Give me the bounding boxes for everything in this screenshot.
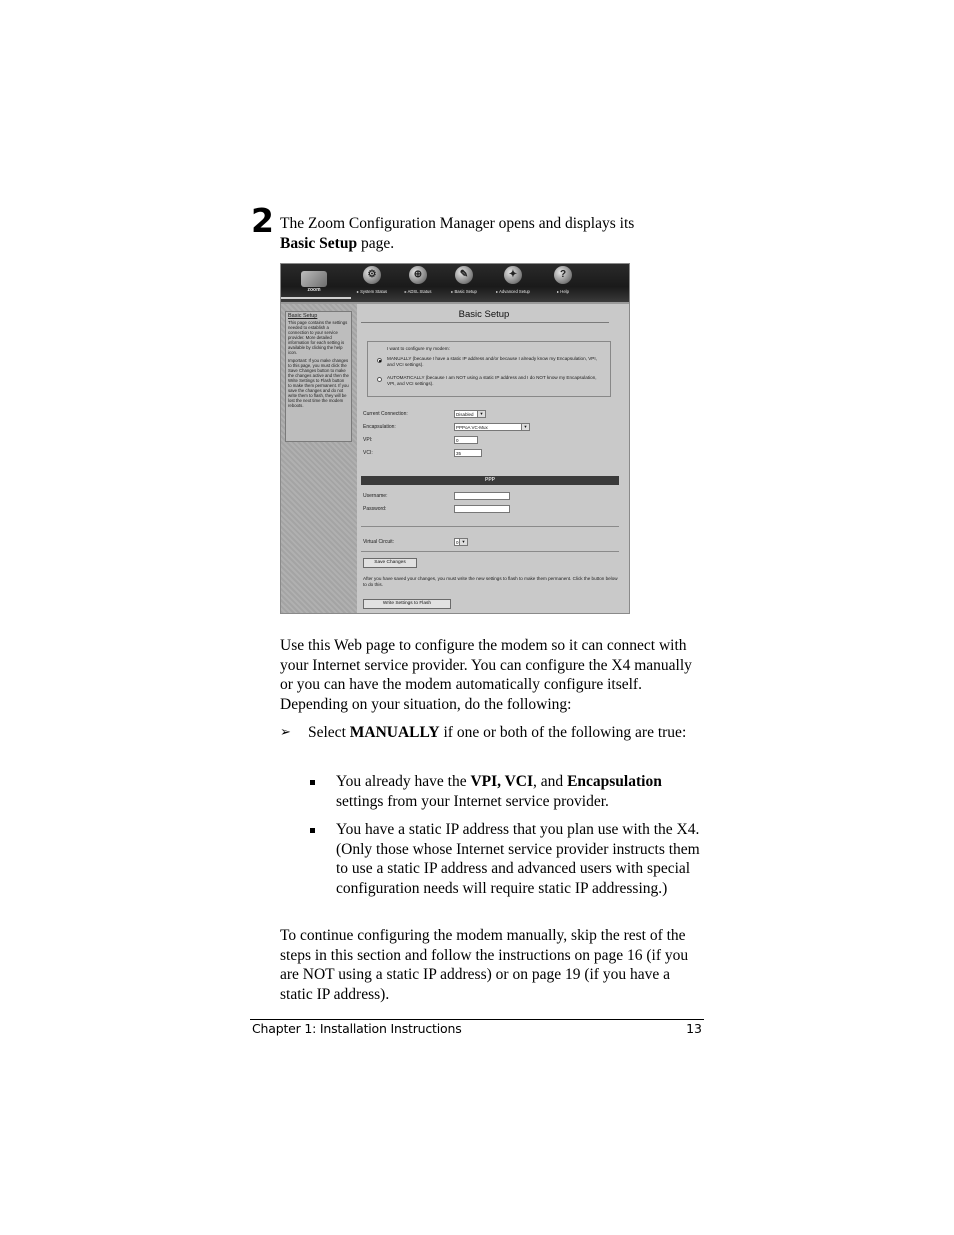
automatic-radio[interactable] <box>377 377 382 382</box>
nav-label[interactable]: ▸ Basic Setup <box>451 289 477 294</box>
current-connection-select[interactable] <box>454 410 486 418</box>
nav-adsl-status[interactable] <box>396 266 440 300</box>
paragraph-1: Use this Web page to configure the modem so it can connect with your Internet service provider. You can configure the X4 manually or you can have the modem automatically configure itself. Depending on your situation, do the following: <box>280 637 692 713</box>
encapsulation-label: Encapsulation: <box>363 424 396 430</box>
bullet1-b: VPI, VCI <box>470 773 534 790</box>
password-input[interactable] <box>454 505 510 513</box>
chevron-down-icon[interactable]: ▼ <box>521 424 529 430</box>
current-connection-label: Current Connection: <box>363 411 408 417</box>
footer-chapter: Chapter 1: Installation Instructions <box>252 1021 462 1036</box>
username-input[interactable] <box>454 492 510 500</box>
zoom-logo-mark <box>301 271 327 287</box>
closing-paragraph: To continue configuring the modem manually, skip the rest of the steps in this section and follow the instructions on page 16 (if you are NOT using a static IP address) or on page 19 (if you have a static IP address). <box>280 927 689 1003</box>
option-auto-text: AUTOMATICALLY (because I am NOT using a static IP address and I do NOT know my Encapsulation, VPI, and VCI settings). <box>387 375 597 386</box>
option-automatic[interactable] <box>387 375 605 386</box>
bullet-1-text <box>336 772 706 811</box>
step-intro <box>280 214 700 254</box>
option-manual[interactable] <box>387 356 605 367</box>
zoom-logo-text: zoom <box>307 287 321 293</box>
square-bullet-icon <box>310 828 315 833</box>
virtual-circuit-value: 0 <box>456 540 459 545</box>
encapsulation-select[interactable] <box>454 423 530 431</box>
option-manual-text: MANUALLY (because I have a static IP address and/or because I already know my Encapsulation, VPI, and VCI settings). <box>387 356 597 367</box>
config-question: I want to configure my modem: <box>387 346 450 351</box>
divider <box>361 526 619 527</box>
current-connection-value: Disabled <box>456 412 474 417</box>
help-icon[interactable]: ? <box>554 266 572 284</box>
page-number: 13 <box>686 1021 702 1036</box>
vci-label: VCI: <box>363 450 373 456</box>
config-mode-box <box>367 341 611 397</box>
body-paragraph-1 <box>280 636 705 714</box>
bullet-2-text: You have a static IP address that you plan use with the X4. (Only those whose Internet service provider instructs them to use a static IP address and advanced users with special configuration needs will require static IP addressing.) <box>336 821 700 897</box>
vci-input[interactable]: 35 <box>454 449 482 457</box>
advanced-setup-icon[interactable]: ✦ <box>504 266 522 284</box>
system-status-icon[interactable]: ⚙ <box>363 266 381 284</box>
username-label: Username: <box>363 493 388 499</box>
adsl-status-icon[interactable]: ⊕ <box>409 266 427 284</box>
sidebar-title[interactable]: Basic Setup <box>288 313 318 319</box>
select-bold: MANUALLY <box>349 724 440 741</box>
chevron-down-icon[interactable]: ▼ <box>477 411 485 417</box>
vpi-label: VPI: <box>363 437 373 443</box>
intro-bold: Basic Setup <box>280 235 358 252</box>
sidebar-para-1: This page contains the settings needed to establish a connection to your service provider. More detailed information for each setting is available by clicking the help icon. <box>288 320 348 355</box>
bullet1-d: Encapsulation <box>567 773 662 790</box>
ppp-section-header: PPP <box>361 476 619 485</box>
nav-label[interactable]: ▸ ADSL Status <box>404 289 432 294</box>
virtual-circuit-select[interactable] <box>454 538 468 546</box>
password-label: Password: <box>363 506 387 512</box>
step-number: 2 <box>251 201 274 240</box>
save-changes-button[interactable]: Save Changes <box>363 558 417 568</box>
top-navigation-bar <box>281 264 629 302</box>
intro-text: The Zoom Configuration Manager opens and displays its <box>280 215 635 232</box>
select-prefix: Select <box>308 724 350 741</box>
main-panel <box>359 304 629 613</box>
nav-label[interactable]: ▸ Advanced Setup <box>496 289 530 294</box>
help-sidebar <box>281 304 357 613</box>
chevron-down-icon[interactable]: ▼ <box>459 539 467 545</box>
basic-setup-screenshot <box>280 263 630 614</box>
arrow-bullet-icon: ➢ <box>280 725 291 740</box>
bullet1-e: settings from your Internet service provider. <box>336 792 609 810</box>
nav-basic-setup[interactable] <box>442 266 486 300</box>
nav-system-status[interactable] <box>350 266 394 300</box>
select-manually-text <box>308 723 703 743</box>
nav-label[interactable]: ▸ Help <box>557 289 569 294</box>
sidebar-para-2: Important: If you make changes to this page, you must click the Save Changes button to make the changes active and then the Write Settings to Flash button to make them permanent. If you save the changes and do not write them to flash, they will be lost the next time the modem reboots. <box>288 358 349 408</box>
write-settings-to-flash-button[interactable]: Write Settings to Flash <box>363 599 451 609</box>
divider <box>361 551 619 552</box>
bullet1-a: You already have the <box>336 773 471 790</box>
bullet1-c: , and <box>533 773 568 790</box>
select-suffix: if one or both of the following are true: <box>439 724 687 741</box>
footer-rule <box>250 1019 704 1020</box>
page-title: Basic Setup <box>458 309 510 320</box>
vpi-input[interactable]: 0 <box>454 436 478 444</box>
zoom-logo <box>297 269 331 295</box>
encapsulation-value: PPPoA VC-Mux <box>456 425 488 430</box>
logo-underline <box>281 297 351 299</box>
nav-label[interactable]: ▸ System Status <box>356 289 388 294</box>
intro-tail: page. <box>357 235 395 252</box>
basic-setup-icon[interactable]: ✎ <box>455 266 473 284</box>
flash-note: After you have saved your changes, you must write the new settings to flash to make them permanent. Click the button below to do this. <box>363 576 618 587</box>
manual-radio[interactable] <box>377 358 382 363</box>
nav-help[interactable] <box>541 266 585 300</box>
square-bullet-icon <box>310 780 315 785</box>
title-divider <box>361 322 609 323</box>
nav-advanced-setup[interactable] <box>491 266 535 300</box>
sidebar-help-box <box>285 311 352 442</box>
virtual-circuit-label: Virtual Circuit: <box>363 539 395 545</box>
